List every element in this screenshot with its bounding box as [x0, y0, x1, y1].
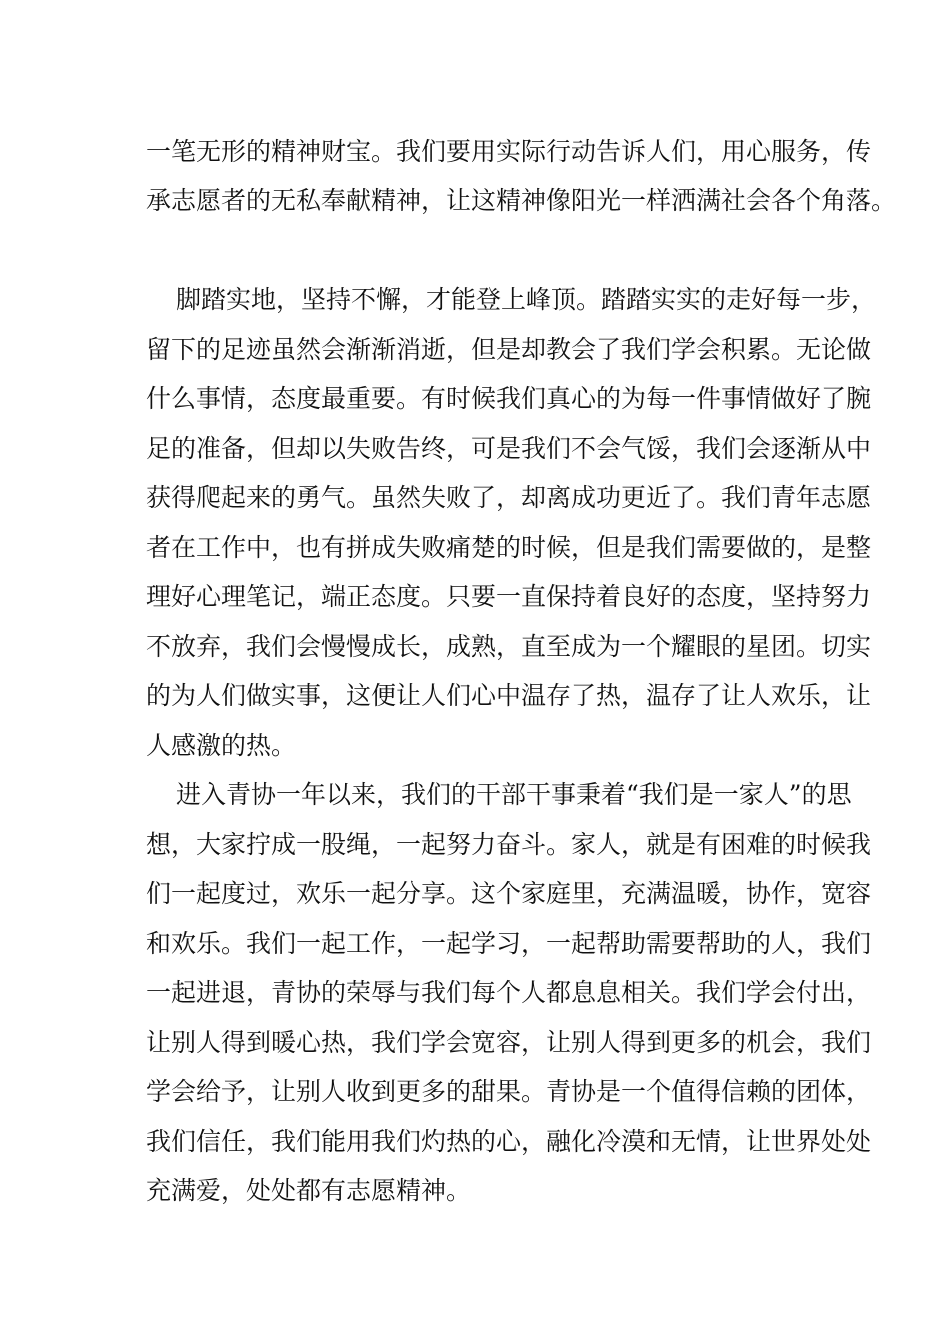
text-line: 让别人得到暖心热，我们学会宽容，让别人得到更多的机会，我们	[146, 1028, 872, 1057]
text-line: 一起进退，青协的荣辱与我们每个人都息息相关。我们学会付出，	[146, 978, 872, 1007]
text-line: 和欢乐。我们一起工作，一起学习，一起帮助需要帮助的人，我们	[146, 929, 872, 958]
text-line: 什么事情，态度最重要。有时候我们真心的为每一件事情做好了腕	[146, 384, 872, 413]
text-line: 学会给予，让别人收到更多的甜果。青协是一个值得信赖的团体，	[146, 1077, 872, 1106]
text-line: 的为人们做实事，这便让人们心中温存了热，温存了让人欢乐，让	[146, 681, 872, 710]
text-line: 想，大家拧成一股绳，一起努力奋斗。家人，就是有困难的时候我	[146, 830, 872, 859]
text-line: 获得爬起来的勇气。虽然失败了，却离成功更近了。我们青年志愿	[146, 483, 872, 512]
text-line: 理好心理笔记，端正态度。只要一直保持着良好的态度，坚持努力	[146, 582, 872, 611]
text-line: 们一起度过，欢乐一起分享。这个家庭里，充满温暖，协作，宽容	[146, 879, 872, 908]
text-line: 承志愿者的无私奉献精神，让这精神像阳光一样洒满社会各个角落。	[146, 186, 897, 215]
paragraph-start-line: 脚踏实地，坚持不懈，才能登上峰顶。踏踏实实的走好每一步，	[176, 285, 877, 314]
text-line: 人感激的热。	[146, 731, 297, 760]
text-line: 我们信任，我们能用我们灼热的心，融化冷漠和无情，让世界处处	[146, 1127, 872, 1156]
text-line: 足的准备，但却以失败告终，可是我们不会气馁，我们会逐渐从中	[146, 434, 872, 463]
text-line: 留下的足迹虽然会渐渐消逝，但是却教会了我们学会积累。无论做	[146, 335, 872, 364]
text-line: 一笔无形的精神财宝。我们要用实际行动告诉人们，用心服务，传	[146, 137, 872, 166]
text-line: 者在工作中，也有拼成失败痛楚的时候，但是我们需要做的，是整	[146, 533, 872, 562]
text-line: 充满爱，处处都有志愿精神。	[146, 1176, 472, 1205]
text-line: 不放弃，我们会慢慢成长，成熟，直至成为一个耀眼的星团。切实	[146, 632, 872, 661]
paragraph-start-line: 进入青协一年以来，我们的干部干事秉着“我们是一家人”的思	[176, 780, 852, 809]
